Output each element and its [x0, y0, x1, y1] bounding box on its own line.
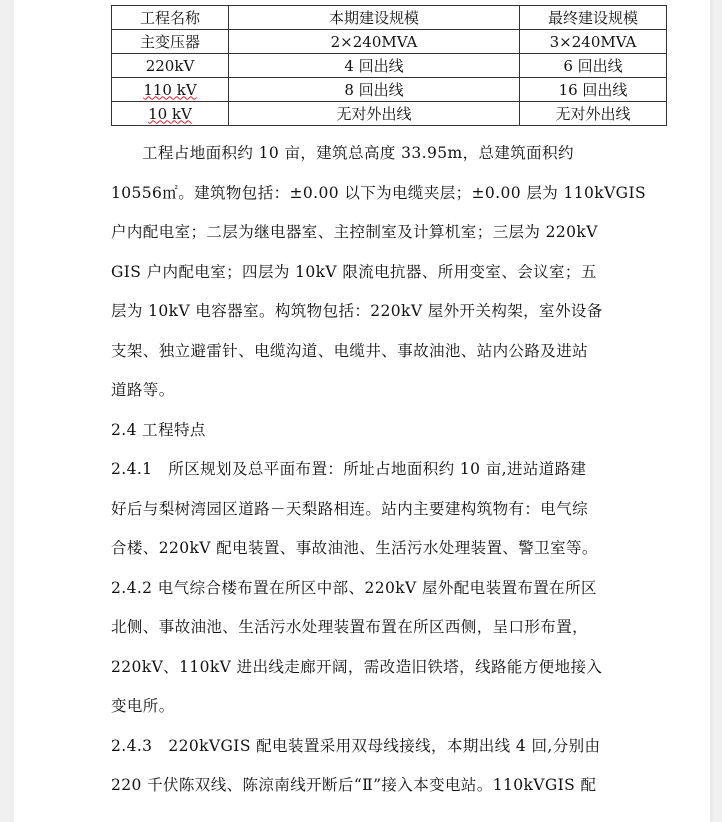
paragraph-line: 道路等。 [111, 381, 175, 399]
table-row [112, 78, 667, 102]
table-cell: 16 回出线 [520, 78, 667, 102]
table-row [112, 102, 667, 126]
table-header-cell: 工程名称 [112, 6, 229, 30]
paragraph-line: 工程占地面积约 10 亩，建筑总高度 33.95m，总建筑面积约 [142, 144, 574, 162]
paragraph-line: 合楼、220kV 配电装置、事故油池、生活污水处理装置、警卫室等。 [111, 539, 598, 557]
table-cell [112, 78, 229, 102]
table-cell [112, 102, 229, 126]
paragraph-line: 北侧、事故油池、生活污水处理装置布置在所区西侧，呈口形布置， [111, 618, 589, 636]
paragraph-line: 变电所。 [111, 697, 175, 715]
section-heading: 2.4 工程特点 [111, 420, 206, 439]
table-cell: 8 回出线 [229, 78, 520, 102]
table-header-cell: 本期建设规模 [229, 6, 520, 30]
table-cell: 主变压器 [112, 30, 229, 54]
table-header-row [112, 6, 667, 30]
paragraph-line: GIS 户内配电室；四层为 10kV 限流电抗器、所用变室、会议室；五 [111, 262, 597, 281]
table-row [112, 30, 667, 54]
table-cell: 2×240MVA [229, 30, 520, 54]
table-row [112, 54, 667, 78]
table-cell: 220kV [112, 54, 229, 78]
table-cell: 3×240MVA [520, 30, 667, 54]
paragraph-line: 户内配电室；二层为继电器室、主控制室及计算机室；三层为 220kV [111, 223, 598, 241]
paragraph-line: 2.4.1 所区规划及总平面布置：所址占地面积约 10 亩,进站道路建 [111, 460, 587, 478]
paragraph-line: 220 千伏陈双线、陈涼南线开断后“Ⅱ”接入本变电站。110kVGIS 配 [111, 776, 597, 794]
scale-table [111, 5, 667, 126]
paragraph-line: 层为 10kV 电容器室。构筑物包括：220kV 屋外开关构架，室外设备 [111, 302, 603, 320]
table-cell: 6 回出线 [520, 54, 667, 78]
paragraph-line: 220kV、110kV 进出线走廊开阔，需改造旧铁塔，线路能方便地接入 [111, 657, 603, 676]
paragraph-line: 2.4.2 电气综合楼布置在所区中部、220kV 屋外配电装置布置在所区 [111, 578, 597, 597]
paragraph-line: 支架、独立避雷针、电缆沟道、电缆井、事故油池、站内公路及进站 [111, 341, 589, 360]
table-cell: 无对外出线 [520, 102, 667, 126]
table-cell: 无对外出线 [229, 102, 520, 126]
spellcheck-underlined-text: 110 kV [143, 80, 197, 99]
table-cell: 4 回出线 [229, 54, 520, 78]
paragraph-line: 10556㎡。建筑物包括：±0.00 以下为电缆夹层；±0.00 层为 110kVGIS [111, 183, 646, 202]
paragraph-line: 2.4.3 220kVGIS 配电装置采用双母线接线，本期出线 4 回,分别由 [111, 736, 601, 755]
table-header-cell: 最终建设规模 [520, 6, 667, 30]
body-text [111, 134, 646, 806]
page-edge-shadow [710, 0, 716, 822]
spellcheck-underlined-text: 10 kV [148, 104, 192, 123]
paragraph-line: 好后与梨树湾园区道路－天梨路相连。站内主要建构筑物有：电气综 [111, 499, 589, 518]
